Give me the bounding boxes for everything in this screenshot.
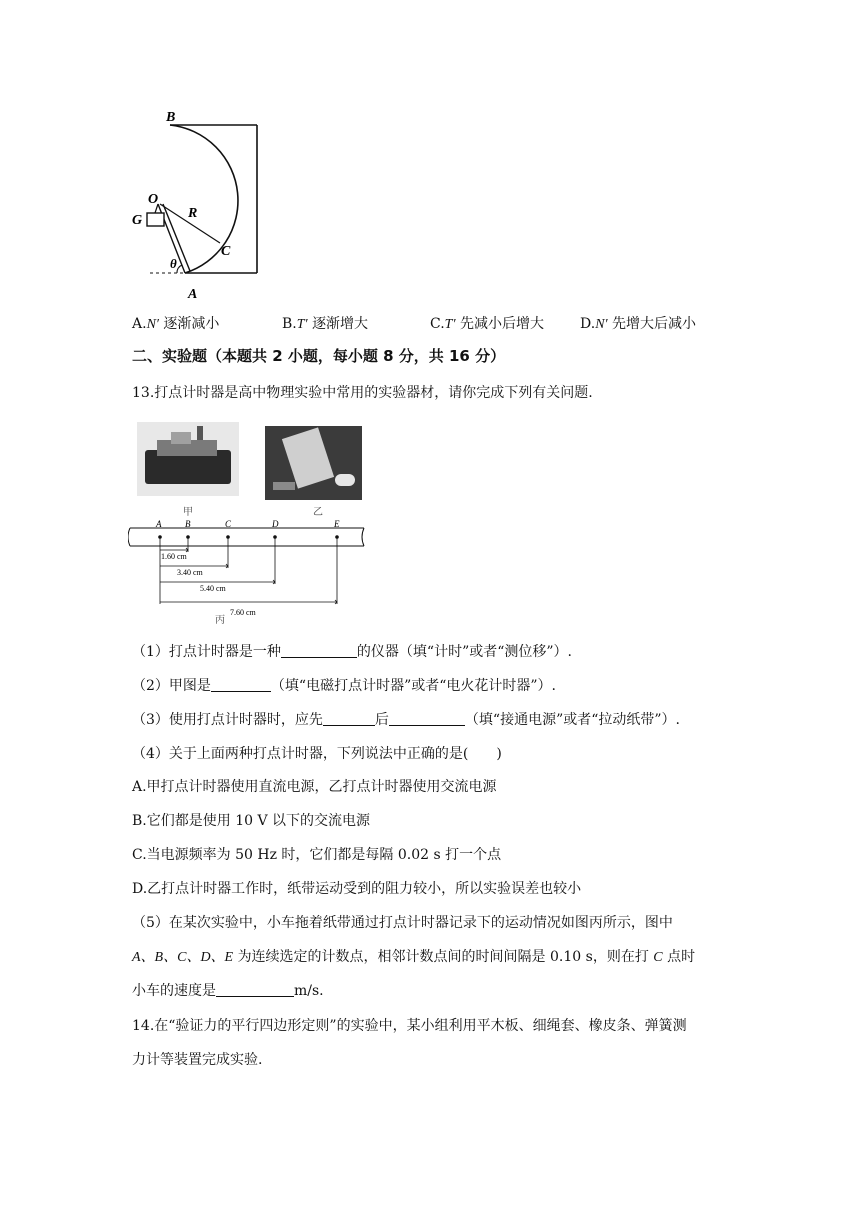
q13-part5-line1: （5）在某次实验中，小车拖着纸带通过打点计时器记录下的运动情况如图丙所示，图中 [132, 915, 673, 931]
tape-label-d: D [272, 519, 279, 529]
section-title: 二、实验题（本题共 2 小题，每小题 8 分，共 16 分） [132, 347, 506, 365]
tape-label-e: E [334, 519, 340, 529]
caption-yi: 乙 [313, 507, 323, 518]
answer-blank[interactable] [323, 711, 375, 726]
q13-option-c: C.当电源频率为 50 Hz 时，它们都是每隔 0.02 s 打一个点 [132, 847, 502, 863]
label-O: O [148, 192, 159, 207]
tape-dist-ae: 7.60 cm [230, 608, 256, 617]
label-theta: θ [170, 256, 177, 271]
answer-blank[interactable] [216, 982, 294, 997]
option-a: A.N′ 逐渐减小 [132, 316, 220, 332]
q13-part1: （1）打点计时器是一种 的仪器（填“计时”或者“测位移”）. [132, 644, 573, 660]
tape-label-a: A [156, 519, 162, 529]
option-c: C.T′ 先减小后增大 [430, 316, 544, 332]
photo-spark-timer [265, 426, 362, 500]
q13-part4: （4）关于上面两种打点计时器，下列说法中正确的是( ) [132, 746, 502, 762]
tape-label-b: B [185, 519, 191, 529]
photo-electromagnetic-timer [137, 422, 239, 496]
caption-bing: 丙 [215, 615, 225, 626]
q14-line2: 力计等装置完成实验. [132, 1052, 263, 1068]
answer-blank[interactable] [211, 677, 271, 692]
option-b: B.T′ 逐渐增大 [282, 316, 369, 332]
q13-part5-line2: A、B、C、D、E 为连续选定的计数点，相邻计数点间的时间间隔是 0.10 s，则在打 C 点时 [132, 949, 696, 965]
tape-dist-ab: 1.60 cm [161, 552, 187, 561]
q13-option-b: B.它们都是使用 10 V 以下的交流电源 [132, 813, 371, 829]
option-d: D.N′ 先增大后减小 [580, 316, 697, 332]
answer-blank[interactable] [281, 643, 357, 658]
q13-part3: （3）使用打点计时器时，应先 后 （填“接通电源”或者“拉动纸带”）. [132, 712, 681, 728]
label-R: R [188, 206, 198, 221]
q13-option-a: A.甲打点计时器使用直流电源，乙打点计时器使用交流电源 [132, 779, 497, 795]
label-B: B [166, 110, 176, 125]
q13-part5-line3: 小车的速度是 m/s. [132, 983, 324, 999]
tape-dist-ac: 3.40 cm [177, 568, 203, 577]
q13-option-d: D.乙打点计时器工作时，纸带运动受到的阻力较小，所以实验误差也较小 [132, 881, 582, 897]
tape-dist-ad: 5.40 cm [200, 584, 226, 593]
answer-blank[interactable] [389, 711, 465, 726]
paper-tape-figure [128, 518, 368, 626]
caption-jia: 甲 [183, 507, 193, 518]
q13-stem: 13.打点计时器是高中物理实验中常用的实验器材，请你完成下列有关问题. [132, 385, 593, 401]
label-C: C [221, 244, 231, 259]
label-A: A [188, 287, 198, 302]
semicircle-figure [130, 105, 280, 305]
label-G: G [132, 213, 143, 228]
q13-part2: （2）甲图是 （填“电磁打点计时器”或者“电火花计时器”）. [132, 678, 556, 694]
q14-line1: 14.在“验证力的平行四边形定则”的实验中，某小组利用平木板、细绳套、橡皮条、弹簧测 [132, 1018, 687, 1034]
tape-label-c: C [225, 519, 232, 529]
